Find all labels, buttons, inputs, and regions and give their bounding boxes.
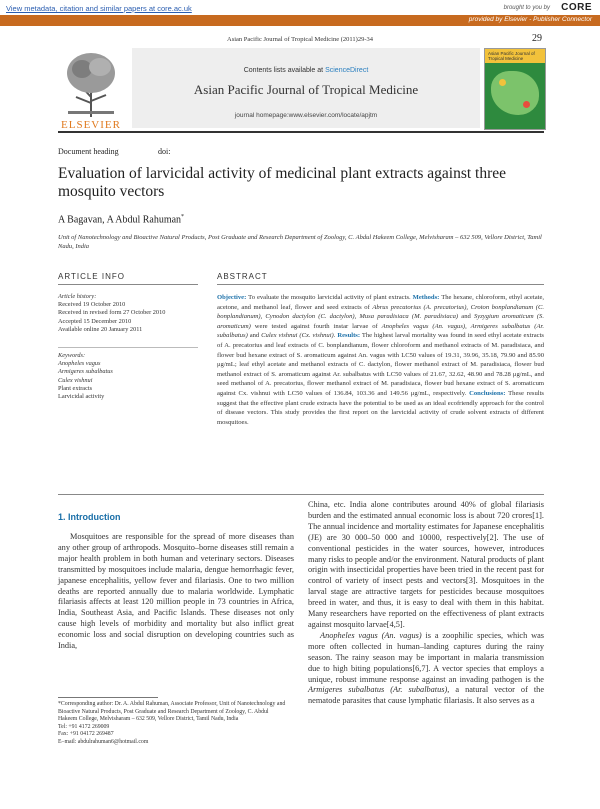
- doc-heading: Document heading: [58, 147, 119, 156]
- header-rule: [58, 131, 544, 133]
- author-mark: *: [181, 214, 185, 220]
- journal-header: [132, 48, 480, 128]
- keyword: Plant extracts: [58, 384, 93, 392]
- objective-text: To evaluate the mosquito larvicidal activity of plant extracts.: [248, 294, 411, 301]
- doi-label: doi:: [158, 147, 171, 156]
- contents-prefix: Contents lists available at: [243, 67, 324, 74]
- affiliation: Unit of Nanotechnology and Bioactive Natural Products, Post Graduate and Research Department of Zoology, C. Abdul Hakeem College, Melvisharam – 632 509, Vellore District, Tamil Nadu, India: [58, 234, 542, 250]
- abstract-body: [217, 293, 544, 427]
- journal-cover: [484, 48, 546, 130]
- species-name: Armigeres subalbatus (Ar. subalbatus),: [308, 685, 450, 695]
- footnote-rule: [58, 697, 158, 698]
- paragraph-text: a natural vector of the nematode parasites that cause lymphatic filariasis. It also serves as a: [308, 685, 545, 706]
- conclusions-label: Conclusions:: [469, 389, 506, 397]
- methods-text: and: [249, 332, 260, 340]
- elsevier-wordmark: ELSEVIER: [61, 119, 121, 131]
- history-item: Received in revised form 27 October 2010: [58, 309, 166, 317]
- intro-heading: 1. Introduction: [58, 512, 121, 522]
- info-divider: [58, 347, 198, 348]
- article-info-rule: [58, 284, 198, 285]
- footnote-line: Fax: +91 04172 269487: [58, 731, 114, 738]
- cover-dot-icon: [499, 79, 506, 86]
- species-name: Anopheles vagus (An. vagus): [320, 630, 422, 640]
- methods-text: and: [461, 313, 471, 321]
- provider-text: provided by Elsevier - Publisher Connector: [468, 16, 592, 23]
- results-text: The highest larval mortality was found in seed ethyl acetate extracts of A. precatorius and leaf extracts of C. bonplandianum, flower chloroform and methanol extracts of M. paradisiaca, and flower bud hexane extract of S. aromaticum against An. vagus with LC50 values of 19.31, 39.96, 35.18, 79.90 and 85.90 μg/mL; leaf ethyl acetate and methanol extracts of C. dactylon, flower methanol extract of M. paradisiaca, flower bud methanol extract of S. aromaticum against Ar. subalbatus with LC50 values of 21.67, 32.62, 48.90 and 78.28 μg/mL, and seed methanol of A. precatorius, flower methanol extract of M. paradisiaca, flower bud hexane extract of S. aromaticum against Cx. vishnui with LC50 values of 136.84, 103.36 and 149.56 μg/mL, respectively.: [217, 332, 544, 397]
- authors: [58, 214, 184, 225]
- cover-dot-icon: [523, 101, 530, 108]
- footnote-line: Tel: +91 4172 269009: [58, 723, 110, 730]
- running-head: Asian Pacific Journal of Tropical Medicine (2011)29-34: [227, 36, 373, 43]
- intro-right-paragraph: China, etc. India alone contributes around 40% of global filariasis burden and the estimated annual economic loss is about 720 crores[1]. The annual incidence and mortality estimates for Japanese encephalitis (JE) are 30 000–50 000 and 10000, respectively[2]. The use of conventional pesticides in the water sources, however, introduces many risks to people and/or the environment. Natural products of plant origin with insecticidal properties have been tried in the recent past for control of variety of insect pests and vectors[3]. Mosquitoes in the larval stage are attractive targets for pesticides because mosquitoes breed in water, and thus, it is easy to deal with them in this habitat. Many researchers have reported on the effectiveness of plant extracts against mosquito larvae[4,5].: [308, 500, 544, 629]
- history-item: Accepted 15 December 2010: [58, 317, 132, 325]
- methods-label: Methods:: [412, 294, 440, 301]
- keyword: Armigeres subalbatus: [58, 368, 113, 376]
- page-number: 29: [532, 33, 542, 44]
- history-item: Available online 20 January 2011: [58, 325, 143, 333]
- methods-text: The hexane, chloroform, ethyl acetate, acetone, and methanol leaf, flower and seed extracts of: [217, 294, 545, 311]
- objective-label: Objective:: [217, 294, 247, 301]
- article-title: Evaluation of larvicidal activity of medicinal plant extracts against three mosquito vectors: [58, 165, 507, 200]
- methods-text: were tested against fourth instar larvae of: [254, 322, 378, 330]
- abstract-bottom-rule: [58, 494, 544, 495]
- journal-homepage[interactable]: journal homepage:www.elsevier.com/locate/apjtm: [234, 112, 378, 119]
- core-metadata-link[interactable]: View metadata, citation and similar papers at core.ac.uk: [6, 4, 192, 13]
- keyword: Larvicidal activity: [58, 393, 105, 401]
- methods-species: Syzygium aromaticum (S. aromaticum): [217, 313, 544, 330]
- keywords: [58, 352, 198, 401]
- conclusions-text: These results suggest that the effective plant crude extracts have the potential to be used as an ideal ecofriendly approach for the control of disease vectors. This study provides the first report on the larvicidal activity of crude solvent extracts of different mosquitoes.: [217, 389, 544, 426]
- author-names: A Bagavan, A Abdul Rahuman: [58, 214, 182, 226]
- methods-species: Anopheles vagus (An. vagus), Armigeres subalbatus (Ar. subalbatus): [217, 322, 544, 340]
- methods-species: Abrus precatorius (A. precatorius), Croton bonplandianum (C. bonplandianum), Cynodon dactylon (C. dactylon), Musa paradisiaca (M. paradisiaca): [217, 303, 544, 321]
- contents-line: [132, 67, 480, 74]
- abstract-rule: [217, 284, 544, 285]
- article-info-label: ARTICLE INFO: [58, 272, 125, 281]
- keywords-label: Keywords:: [58, 352, 86, 359]
- footnote-line: *Corresponding author: Dr. A. Abdul Rahuman, Associate Professor, Unit of Nanotechnology and Bioactive Natural Products, Post Graduate and Research Department of Zoology, C. Abdul Hakeem College, Melvisharam – 632 509, Vellore District, Tamil Nadu, India: [58, 701, 286, 723]
- paragraph-text: is a zoophilic species, which was more often collected in human–landing captures during the rainy season. The rainy season may be important in malaria transmission due to high biting populations[6,7]. A vector species that employs a unique, robust immune response against an invading pathogen is the: [308, 630, 544, 684]
- corresponding-author-footnote: [58, 701, 288, 747]
- history-label: Article history:: [58, 293, 97, 300]
- methods-species: Culex vishnui (Cx. vishnui).: [261, 332, 336, 340]
- cover-title: Asian Pacific Journal of Tropical Medicine: [488, 51, 535, 61]
- core-brought-text: brought to you by: [503, 5, 550, 11]
- elsevier-logo: [60, 47, 122, 133]
- cover-map-icon: [491, 71, 539, 115]
- elsevier-tree-icon: [60, 47, 122, 119]
- intro-right-paragraph-2: [308, 631, 544, 707]
- history-item: Received 19 October 2010: [58, 301, 126, 309]
- journal-title: Asian Pacific Journal of Tropical Medicine: [193, 82, 419, 97]
- results-label: Results:: [337, 332, 361, 340]
- keyword: Anopheles vagus: [58, 360, 101, 368]
- article-history: [58, 293, 198, 334]
- core-logo[interactable]: CORE: [561, 2, 592, 13]
- sciencedirect-link[interactable]: ScienceDirect: [325, 67, 369, 74]
- intro-right-column: [308, 500, 544, 707]
- provider-bar: [0, 15, 600, 26]
- intro-left-paragraph: Mosquitoes are responsible for the spread of more diseases than any other group of arthropods. Mosquito–borne diseases still remain a major health problem in both human and veterinary sectors. Diseases transmitted by mosquitoes include malaria, dengue hemorrhagic fever, japanese encephalitis, yellow fever and filariasis. One to two million deaths are reported annually due to malaria worldwide. Lymphatic filariasis affects at least 120 million people in 73 countries in Africa, India, Southeast Asia, and Pacific Islands. These diseases not only cause high levels of morbidity and mortality but also inflict great economic loss and social disruption on developing countries such as India,: [58, 532, 294, 651]
- keyword: Culex vishnui: [58, 376, 93, 384]
- footnote-line[interactable]: E–mail: abdulrahuman6@hotmail.com: [58, 738, 149, 745]
- abstract-label: ABSTRACT: [217, 272, 268, 281]
